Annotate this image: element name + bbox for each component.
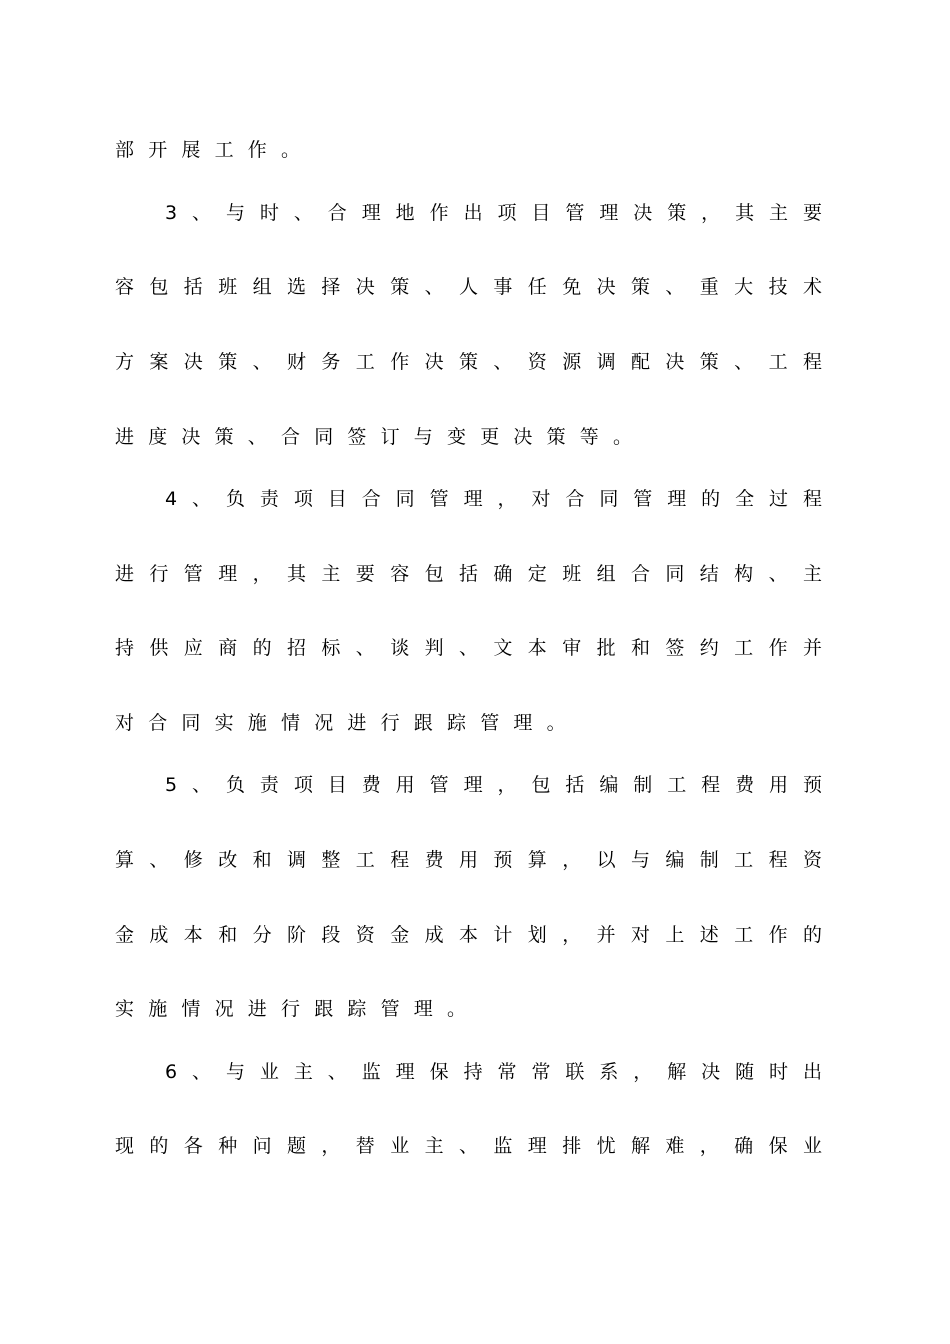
paragraph-4-line-1: 4、负责项目合同管理，对合同管理的全过程 [165,488,822,510]
paragraph-6-line-1: 6、与业主、监理保持常常联系，解决随时出 [165,1061,822,1083]
text-line: 实施情况进行跟踪管理。 [115,998,481,1020]
text-line: 容包括班组选择决策、人事任免决策、重大技术 [115,276,822,298]
paragraph-5-line-1: 5、负责项目费用管理，包括编制工程费用预 [165,774,822,796]
text-line: 对合同实施情况进行跟踪管理。 [115,712,580,734]
text-line: 部开展工作。 [115,139,315,161]
text-line: 持供应商的招标、谈判、文本审批和签约工作并 [115,637,822,659]
text-line: 进行管理，其主要容包括确定班组合同结构、主 [115,563,822,585]
text-line: 算、修改和调整工程费用预算，以与编制工程资 [115,849,822,871]
text-line: 进度决策、合同签订与变更决策等。 [115,426,647,448]
text-line: 现的各种问题，替业主、监理排忧解难，确保业 [115,1135,822,1157]
text-line: 方案决策、财务工作决策、资源调配决策、工程 [115,351,822,373]
text-line: 金成本和分阶段资金成本计划，并对上述工作的 [115,924,822,946]
paragraph-3-line-1: 3、与时、合理地作出项目管理决策，其主要 [165,202,822,224]
